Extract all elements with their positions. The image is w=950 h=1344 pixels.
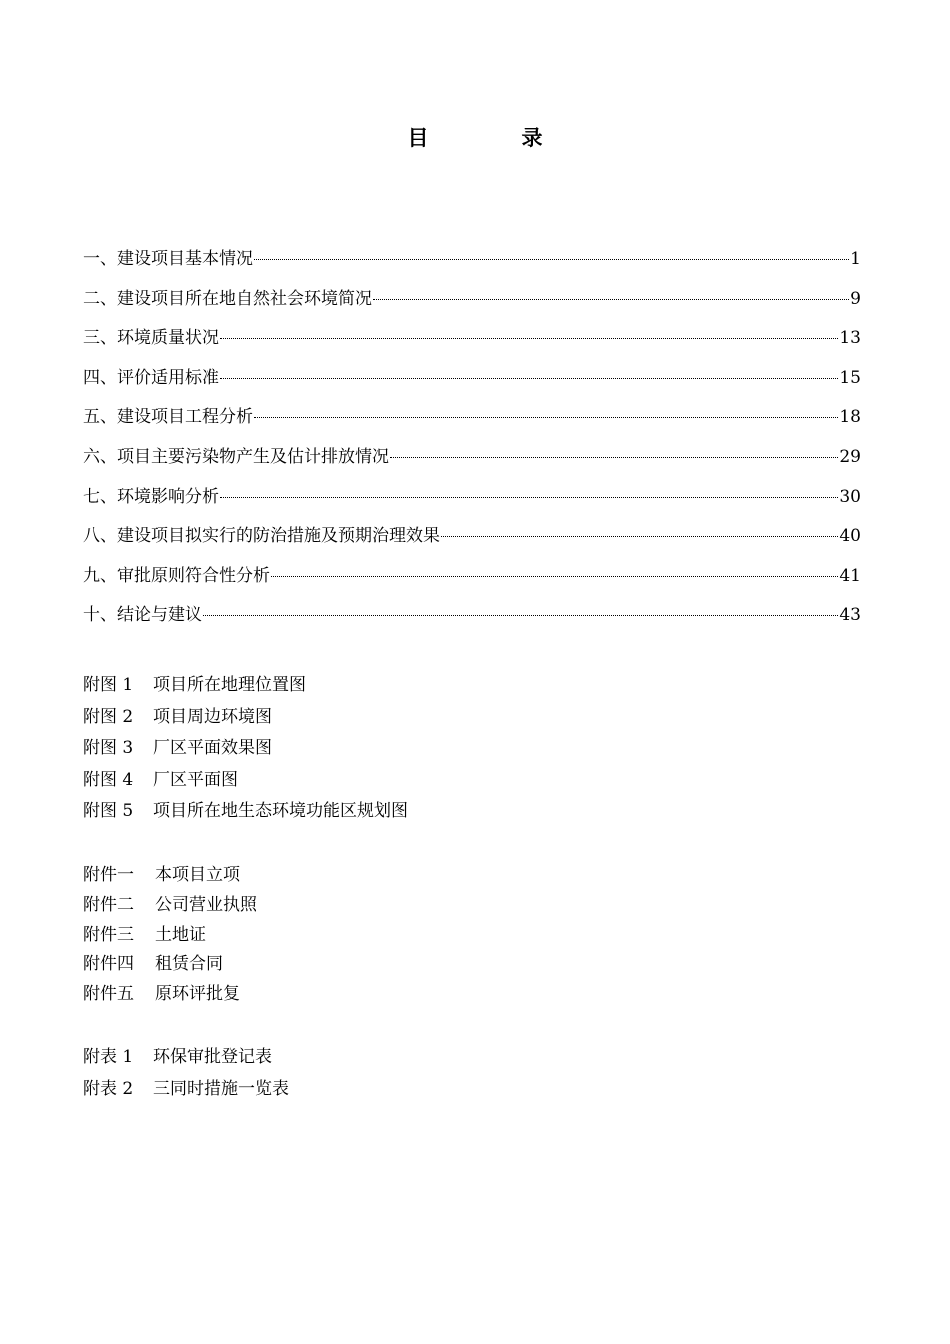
toc-page-number: 41 bbox=[839, 565, 861, 586]
figure-code: 附图 5 bbox=[83, 801, 134, 821]
toc-leader bbox=[220, 338, 838, 339]
table-code: 附表 2 bbox=[83, 1078, 134, 1099]
table-item[interactable] bbox=[83, 1042, 289, 1074]
attachment-list bbox=[83, 860, 257, 1009]
attachment-name: 公司营业执照 bbox=[155, 894, 257, 915]
table-item[interactable] bbox=[83, 1074, 289, 1106]
toc-entry[interactable] bbox=[83, 323, 861, 363]
toc-label: 四、评价适用标准 bbox=[83, 367, 219, 388]
toc-label: 二、建设项目所在地自然社会环境简况 bbox=[83, 288, 372, 309]
figure-list bbox=[83, 670, 408, 828]
toc-page-number: 13 bbox=[839, 328, 861, 349]
toc-label: 一、建设项目基本情况 bbox=[83, 249, 253, 269]
attachment-item[interactable] bbox=[83, 890, 257, 920]
toc-entry[interactable] bbox=[83, 521, 861, 561]
toc-label: 六、项目主要污染物产生及估计排放情况 bbox=[83, 446, 389, 467]
attachment-item[interactable] bbox=[83, 979, 257, 1009]
attachment-name: 土地证 bbox=[155, 924, 206, 945]
toc-label: 八、建设项目拟实行的防治措施及预期治理效果 bbox=[83, 526, 440, 547]
toc-entry[interactable] bbox=[83, 284, 861, 324]
figure-item[interactable] bbox=[83, 670, 408, 702]
toc-entry[interactable] bbox=[83, 561, 861, 601]
toc-label: 七、环境影响分析 bbox=[83, 486, 219, 507]
toc-entry[interactable] bbox=[83, 442, 861, 482]
toc-label: 九、审批原则符合性分析 bbox=[83, 565, 270, 586]
toc-leader bbox=[254, 417, 838, 418]
toc-leader bbox=[271, 576, 838, 577]
figure-item[interactable] bbox=[83, 733, 408, 765]
toc-page-number: 29 bbox=[839, 446, 861, 467]
toc-entry[interactable] bbox=[83, 244, 861, 284]
toc-leader bbox=[220, 378, 838, 379]
attachment-code: 附件五 bbox=[83, 984, 134, 1005]
toc-leader bbox=[220, 497, 838, 498]
figure-code: 附图 3 bbox=[83, 738, 134, 758]
toc-leader bbox=[373, 299, 849, 300]
attachment-code: 附件二 bbox=[83, 894, 134, 915]
toc-leader bbox=[390, 457, 838, 458]
attachment-code: 附件三 bbox=[83, 924, 134, 945]
figure-code: 附图 4 bbox=[83, 769, 134, 790]
attachment-item[interactable] bbox=[83, 860, 257, 890]
figure-name: 项目周边环境图 bbox=[153, 706, 272, 727]
table-code: 附表 1 bbox=[83, 1047, 134, 1067]
toc-leader bbox=[203, 615, 838, 616]
figure-code: 附图 2 bbox=[83, 706, 134, 727]
attachment-name: 租赁合同 bbox=[155, 954, 223, 975]
toc-entry[interactable] bbox=[83, 600, 861, 640]
figure-item[interactable] bbox=[83, 796, 408, 828]
figure-name: 厂区平面效果图 bbox=[153, 738, 272, 758]
figure-name: 项目所在地理位置图 bbox=[153, 675, 306, 695]
toc-leader bbox=[441, 536, 838, 537]
figure-item[interactable] bbox=[83, 702, 408, 734]
toc-page-number: 18 bbox=[839, 407, 861, 428]
attachment-code: 附件四 bbox=[83, 954, 134, 975]
toc-entry[interactable] bbox=[83, 363, 861, 403]
attachment-code: 附件一 bbox=[83, 865, 134, 885]
toc-page-number: 1 bbox=[850, 249, 861, 269]
toc-page-number: 15 bbox=[839, 367, 861, 388]
figure-code: 附图 1 bbox=[83, 675, 134, 695]
attachment-item[interactable] bbox=[83, 949, 257, 979]
attachment-name: 原环评批复 bbox=[155, 984, 240, 1005]
toc-label: 三、环境质量状况 bbox=[83, 328, 219, 349]
toc-page-number: 9 bbox=[850, 288, 861, 309]
toc-label: 十、结论与建议 bbox=[83, 605, 202, 626]
table-of-contents bbox=[83, 244, 861, 640]
attachment-item[interactable] bbox=[83, 920, 257, 950]
table-list bbox=[83, 1042, 289, 1105]
toc-page-number: 43 bbox=[839, 605, 861, 626]
toc-leader bbox=[254, 259, 849, 260]
toc-label: 五、建设项目工程分析 bbox=[83, 407, 253, 428]
table-name: 环保审批登记表 bbox=[153, 1047, 272, 1067]
toc-entry[interactable] bbox=[83, 482, 861, 522]
figure-name: 厂区平面图 bbox=[153, 769, 238, 790]
figure-item[interactable] bbox=[83, 765, 408, 797]
page-title: 目 录 bbox=[407, 125, 579, 150]
toc-entry[interactable] bbox=[83, 402, 861, 442]
figure-name: 项目所在地生态环境功能区规划图 bbox=[153, 801, 408, 821]
toc-page-number: 40 bbox=[839, 526, 861, 547]
attachment-name: 本项目立项 bbox=[155, 865, 240, 885]
table-name: 三同时措施一览表 bbox=[153, 1078, 289, 1099]
toc-page-number: 30 bbox=[839, 486, 861, 507]
